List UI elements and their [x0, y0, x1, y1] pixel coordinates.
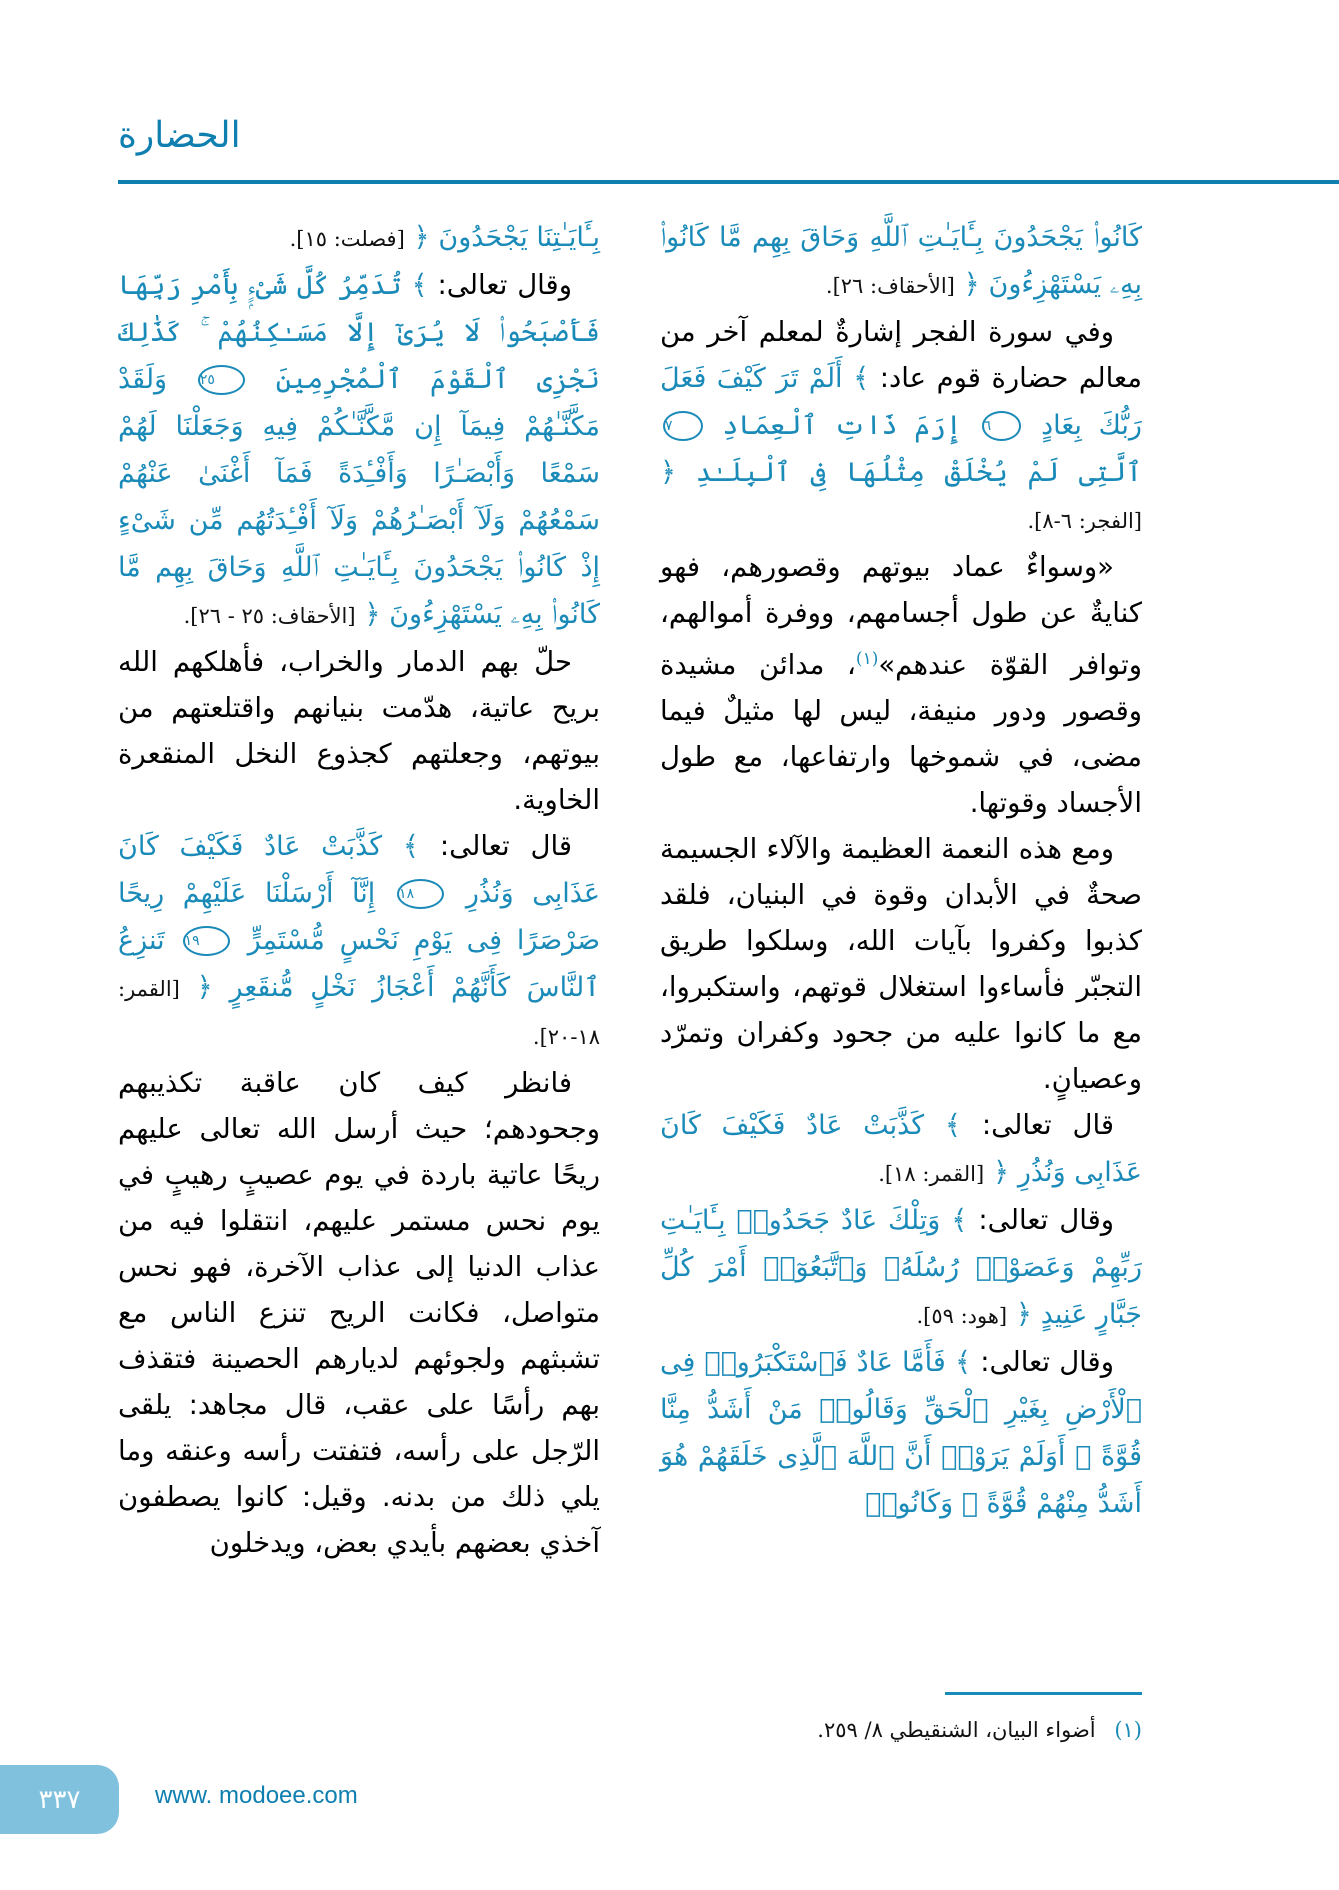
paragraph: [660, 544, 1142, 826]
ornament-close-icon: ﴿: [196, 971, 213, 1003]
verse-reference: [هود: ٥٩].: [916, 1304, 1008, 1329]
paragraph: [118, 823, 600, 1060]
body-text: ، مدائن مشيدة وقصور ودور منيفة، ليس لها مثيلٌ فيما مضى، في شموخها وارتفاعها، مع طول الأجساد وقوتها.: [660, 649, 1142, 820]
ornament-open-icon: ﴾: [411, 269, 428, 301]
ornament-close-icon: ﴿: [963, 268, 980, 300]
quran-verse: تُدَمِّرُ كُلَّ شَىْءٍۭ بِأَمْرِ رَبِّهَا فَأَصْبَحُوا۟ لَا يُرَىٰٓ إِلَّا مَسَـٰكِنُهُمْ ۚ كَذَٰلِكَ نَجْزِى ٱلْقَوْمَ ٱلْمُجْرِمِينَ: [118, 270, 600, 395]
quran-verse: تَنزِعُ ٱلنَّاسَ كَأَنَّهُمْ أَعْجَازُ نَخْلٍ مُّنقَعِرٍ: [118, 925, 600, 1003]
verse-reference: [القمر: ١٨].: [878, 1162, 985, 1187]
ornament-close-icon: ﴿: [660, 456, 677, 488]
ayah-number-marker: ١٩: [183, 926, 230, 956]
verse-lead: وقال تعالى:: [980, 1346, 1114, 1379]
ayah-number-marker: ٢٥: [198, 365, 245, 395]
verse-reference: [الأحقاف: ٢٥ - ٢٦].: [183, 604, 356, 628]
ornament-open-icon: ﴾: [853, 362, 870, 394]
verse-reference: [الفجر: ٦-٨].: [1027, 509, 1142, 533]
quran-verse: ٱلَّتِى لَمْ يُخْلَقْ مِثْلُهَا فِى ٱلْبِلَـٰدِ: [695, 457, 1142, 488]
paragraph: [118, 214, 600, 262]
paragraph: [660, 1102, 1142, 1197]
ayah-number-marker: ١٨: [397, 879, 444, 909]
verse-lead: وقال تعالى:: [437, 269, 572, 301]
quran-verse: كَذَّبَتْ عَادٌ فَكَيْفَ كَانَ عَذَابِى وَنُذُرِ: [660, 1110, 1142, 1189]
ornament-close-icon: ﴿: [364, 598, 381, 630]
verse-reference: [الأحقاف: ٢٦].: [825, 274, 955, 298]
ornament-open-icon: ﴾: [402, 830, 420, 862]
ornament-open-icon: ﴾: [944, 1109, 962, 1142]
quran-verse: كَذَّبَتْ عَادٌ فَكَيْفَ كَانَ عَذَابِى وَنُذُرِ: [118, 831, 600, 909]
quran-verse: بِـَٔايَـٰتِنَا يَجْحَدُونَ: [438, 222, 600, 253]
website-link[interactable]: www. modoee.com: [155, 1782, 358, 1809]
quran-verse: أَلَمْ تَرَ كَيْفَ فَعَلَ رَبُّكَ بِعَادٍ: [660, 363, 1142, 441]
paragraph: [118, 639, 600, 823]
body-text: وفي سورة الفجر إشارةٌ لمعلم آخر من معالم حضارة قوم عاد:: [660, 316, 1142, 394]
paragraph: [660, 1339, 1142, 1527]
verse-lead: قال تعالى:: [439, 830, 572, 862]
quran-verse: وَتِلْكَ عَادٌ جَحَدُوا۟ بِـَٔايَـٰتِ رَبِّهِمْ وَعَصَوْا۟ رُسُلَهُۥ وَٱتَّبَعُوٓا۟ أَمْرَ كُلِّ جَبَّارٍ عَنِيدٍ: [660, 1205, 1142, 1331]
footnote: [660, 1718, 1142, 1742]
quran-verse: فَأَمَّا عَادٌ فَٱسْتَكْبَرُوا۟ فِى ٱلْأَرْضِ بِغَيْرِ ٱلْحَقِّ وَقَالُوا۟ مَنْ أَشَدُّ مِنَّا قُوَّةً ۖ أَوَلَمْ يَرَوْا۟ أَنَّ ٱللَّهَ ٱلَّذِى خَلَقَهُمْ هُوَ أَشَدُّ مِنْهُمْ قُوَّةً ۖ وَكَانُوا۟: [660, 1347, 1142, 1520]
left-column: [118, 214, 600, 1566]
footnote-reference[interactable]: (١): [855, 649, 879, 669]
ornament-close-icon: ﴿: [992, 1156, 1010, 1189]
running-header-title: الحضارة: [118, 115, 241, 156]
verse-reference: [فصلت: ١٥].: [289, 227, 405, 251]
ornament-close-icon: ﴿: [1015, 1298, 1032, 1331]
verse-lead: وقال تعالى:: [978, 1204, 1114, 1237]
body-text: ومع هذه النعمة العظيمة والآلاء الجسيمة صحةٌ في الأبدان وقوة في البنيان، فلقد كذبوا وكفروا بآيات الله، وسلكوا طريق التجبّر فأساءوا استغلال قوتهم، واستكبروا، مع ما كانوا عليه من جحود وكفران وتمرّد وعصيانٍ.: [660, 833, 1142, 1096]
quran-verse: إِرَمَ ذَاتِ ٱلْعِمَادِ: [722, 410, 962, 441]
paragraph: [118, 1060, 600, 1566]
ornament-open-icon: ﴾: [951, 1204, 968, 1237]
ornament-close-icon: ﴿: [413, 221, 430, 253]
page-number-tab: [0, 1765, 119, 1834]
ayah-number-marker: ٧: [663, 411, 703, 441]
body-text: «وسواءٌ عماد بيوتهم وقصورهم، فهو كنايةٌ عن طول أجسامهم، ووفرة أموالهم، وتوافر القوّة عندهم»: [660, 551, 1142, 682]
verse-lead: قال تعالى:: [981, 1109, 1114, 1142]
paragraph: [660, 309, 1142, 544]
footnote-number: (١): [1114, 1718, 1142, 1742]
paragraph: [660, 1197, 1142, 1339]
right-column: [660, 214, 1142, 1527]
quran-verse: كَانُوا۟ يَجْحَدُونَ بِـَٔايَـٰتِ ٱللَّهِ وَحَاقَ بِهِم مَّا كَانُوا۟ بِهِۦ يَسْتَهْزِءُونَ: [660, 222, 1142, 300]
body-text: فانظر كيف كان عاقبة تكذيبهم وجحودهم؛ حيث أرسل الله تعالى عليهم ريحًا عاتية باردة في يوم عصيبٍ رهيبٍ في يوم نحس مستمر عليهم، انتقلوا فيه من عذاب الدنيا إلى عذاب الآخرة، فهو نحس متواصل، فكانت الريح تنزع الناس مع تشبثهم ولجوئهم لديارهم الحصينة فتقذف بهم رأسًا على عقب، قال مجاهد: يلقى الرّجل على رأسه، فتفتت رأسه وعنقه وما يلي ذلك من بدنه. وقيل: كانوا يصطفون آخذي بعضهم بأيدي بعض، ويدخلون: [118, 1067, 600, 1559]
body-text: حلّ بهم الدمار والخراب، فأهلكهم الله بريح عاتية، هدّمت بنيانهم واقتلعتهم من بيوتهم، وجعلتهم كجذوع النخل المنقعرة الخاوية.: [118, 646, 600, 816]
quran-verse: وَلَقَدْ مَكَّنَّـٰهُمْ فِيمَآ إِن مَّكَّنَّـٰكُمْ فِيهِ وَجَعَلْنَا لَهُمْ سَمْعًا وَأَبْصَـٰرًا وَأَفْـِٔدَةً فَمَآ أَغْنَىٰ عَنْهُمْ سَمْعُهُمْ وَلَآ أَبْصَـٰرُهُمْ وَلَآ أَفْـِٔدَتُهُم مِّن شَىْءٍ إِذْ كَانُوا۟ يَجْحَدُونَ بِـَٔايَـٰتِ ٱللَّهِ وَحَاقَ بِهِم مَّا كَانُوا۟ بِهِۦ يَسْتَهْزِءُونَ: [118, 364, 600, 630]
paragraph: [660, 826, 1142, 1102]
verse-reference: [القمر: ١٨-٢٠].: [118, 977, 600, 1049]
paragraph: [660, 214, 1142, 309]
header-rule: [118, 180, 1339, 184]
footnote-separator: [945, 1692, 1142, 1695]
ayah-number-marker: ٦: [982, 411, 1022, 441]
paragraph: [118, 262, 600, 639]
footnote-text: أضواء البيان، الشنقيطي ٨/ ٢٥٩.: [817, 1718, 1096, 1742]
quran-verse: إِنَّآ أَرْسَلْنَا عَلَيْهِمْ رِيحًا صَرْصَرًا فِى يَوْمِ نَحْسٍ مُّسْتَمِرٍّ: [118, 878, 600, 956]
page-number: ٣٣٧: [38, 1784, 81, 1815]
ornament-open-icon: ﴾: [954, 1346, 972, 1379]
